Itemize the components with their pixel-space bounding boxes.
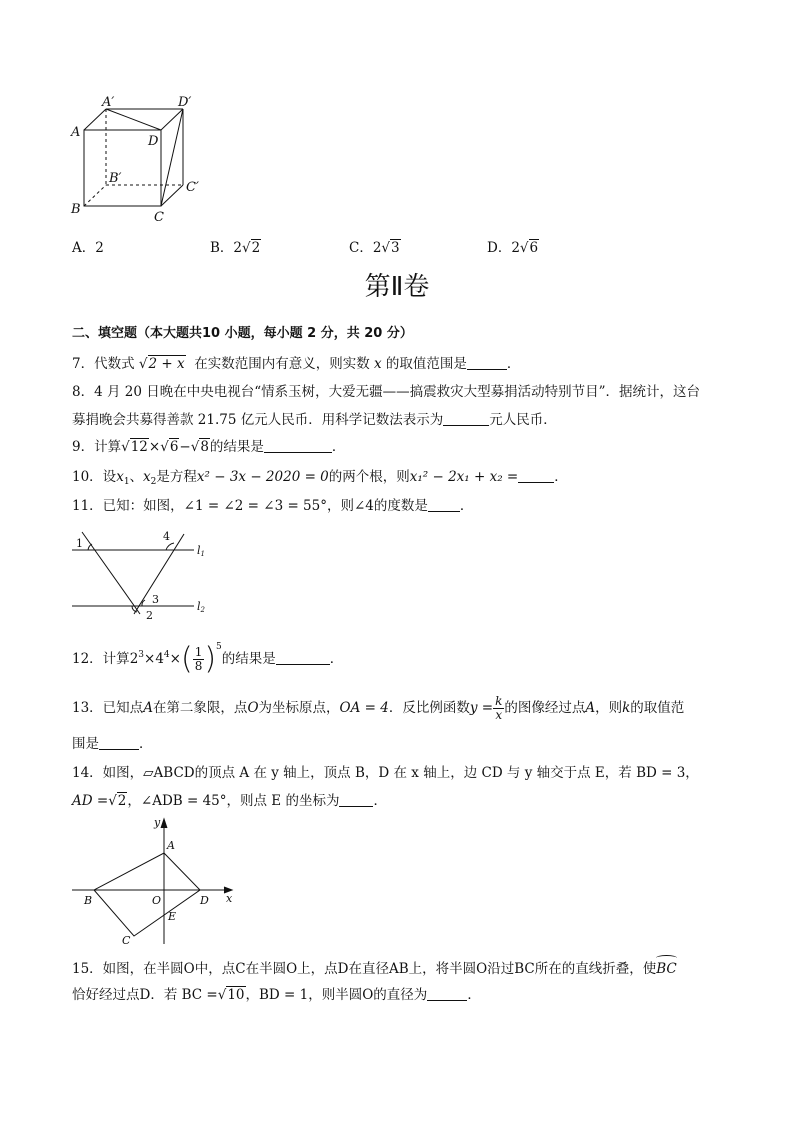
svg-text:D: D xyxy=(200,894,209,907)
label-c-prime: C′ xyxy=(186,180,199,195)
label-a-prime: A′ xyxy=(102,95,115,110)
option-c[interactable]: C．2√3 xyxy=(349,240,400,256)
answer-blank-9[interactable] xyxy=(264,438,332,453)
label-b-prime: B′ xyxy=(109,171,122,186)
svg-text:y: y xyxy=(154,816,161,829)
section-title: 第Ⅱ卷 xyxy=(364,272,430,302)
svg-text:x: x xyxy=(226,892,233,905)
question-12: 12．计算$2^3\times 4^4\times$( $\frac{1}{8}$ )$^5$的结果是 ． xyxy=(72,641,344,677)
parallelogram-abcd xyxy=(94,853,200,936)
question-8-line2: 募捐晚会共募得善款 21.75 亿元人民币．用科学记数法表示为 元人民币． xyxy=(72,412,557,428)
answer-blank-7[interactable] xyxy=(467,355,507,370)
option-b[interactable]: B．2√2 xyxy=(210,240,261,256)
svg-text:l1: l1 xyxy=(197,544,205,558)
question-10: 10．设$x_1$、$x_2$是方程x² − 3x − 2020 = 0的两个根，则x₁² − 2x₁ + x₂ = ． xyxy=(72,469,568,487)
question-15-line1: 15．如图，在半圆O中，点C在半圆O上，点D在直径AB上，将半圆O沿过BC所在的直线折叠，使 BC xyxy=(72,956,677,979)
svg-text:B: B xyxy=(84,894,93,907)
question-9: 9．计算√12×√6−√8的结果是 ． xyxy=(72,439,346,455)
question-13-line1: 13．已知点A在第二象限，点O为坐标原点，OA = 4．反比例函数y = $\frac{k}{x}$ 的图像经过点A，则k的取值范 xyxy=(72,694,685,722)
svg-text:4: 4 xyxy=(163,530,170,543)
question-14-line1: 14．如图，▱ABCD的顶点 A 在 y 轴上，顶点 B，D 在 x 轴上，边 CD 与 y 轴交于点 E，若 BD = 3， xyxy=(72,765,699,781)
svg-text:E: E xyxy=(168,910,177,923)
question-7: 7．代数式 √2 + x 在实数范围内有意义，则实数 x 的取值范围是 ． xyxy=(72,356,521,372)
label-d: D xyxy=(148,134,159,149)
answer-blank-11[interactable] xyxy=(428,497,460,512)
cube-figure xyxy=(62,92,212,227)
question-15-line2: 恰好经过点D．若 BC =√10，BD = 1，则半圆O的直径为 ． xyxy=(72,987,481,1003)
svg-text:l2: l2 xyxy=(197,600,205,614)
answer-blank-15[interactable] xyxy=(427,986,467,1001)
svg-text:1: 1 xyxy=(76,537,83,550)
question-8-line1: 8．4 月 20 日晚在中央电视台“情系玉树，大爱无疆——搞震救灾大型募捐活动特别节目”．据统计，这台 xyxy=(72,384,701,400)
answer-blank-12[interactable] xyxy=(276,650,330,665)
answer-blank-13[interactable] xyxy=(99,735,139,750)
label-a: A xyxy=(71,125,81,140)
answer-blank-10[interactable] xyxy=(518,468,554,483)
question-11: 11．已知：如图，∠1 = ∠2 = ∠3 = 55°，则∠4的度数是 ． xyxy=(72,498,474,514)
section-heading: 二、填空题（本大题共10 小题，每小题 2 分，共 20 分） xyxy=(72,326,413,341)
svg-text:2: 2 xyxy=(146,609,153,622)
option-a[interactable]: A．2 xyxy=(72,240,104,256)
label-b: B xyxy=(71,202,81,217)
answer-blank-8[interactable] xyxy=(443,411,489,426)
svg-text:3: 3 xyxy=(152,593,159,606)
answer-blank-14[interactable] xyxy=(339,792,373,807)
segment-a-prime-d xyxy=(106,109,161,130)
svg-text:C: C xyxy=(122,934,131,947)
label-d-prime: D′ xyxy=(178,95,192,110)
label-c: C xyxy=(154,210,164,225)
svg-text:O: O xyxy=(152,894,162,907)
figure-14 xyxy=(66,816,246,948)
question-14-line2: AD =√2，∠ADB = 45°，则点 E 的坐标为 ． xyxy=(72,793,387,809)
option-d[interactable]: D．2√6 xyxy=(487,240,539,256)
segment-d-prime-c xyxy=(161,109,183,206)
svg-text:A: A xyxy=(167,839,175,852)
figure-11 xyxy=(66,526,226,626)
question-13-line2: 围是 ． xyxy=(72,736,153,752)
